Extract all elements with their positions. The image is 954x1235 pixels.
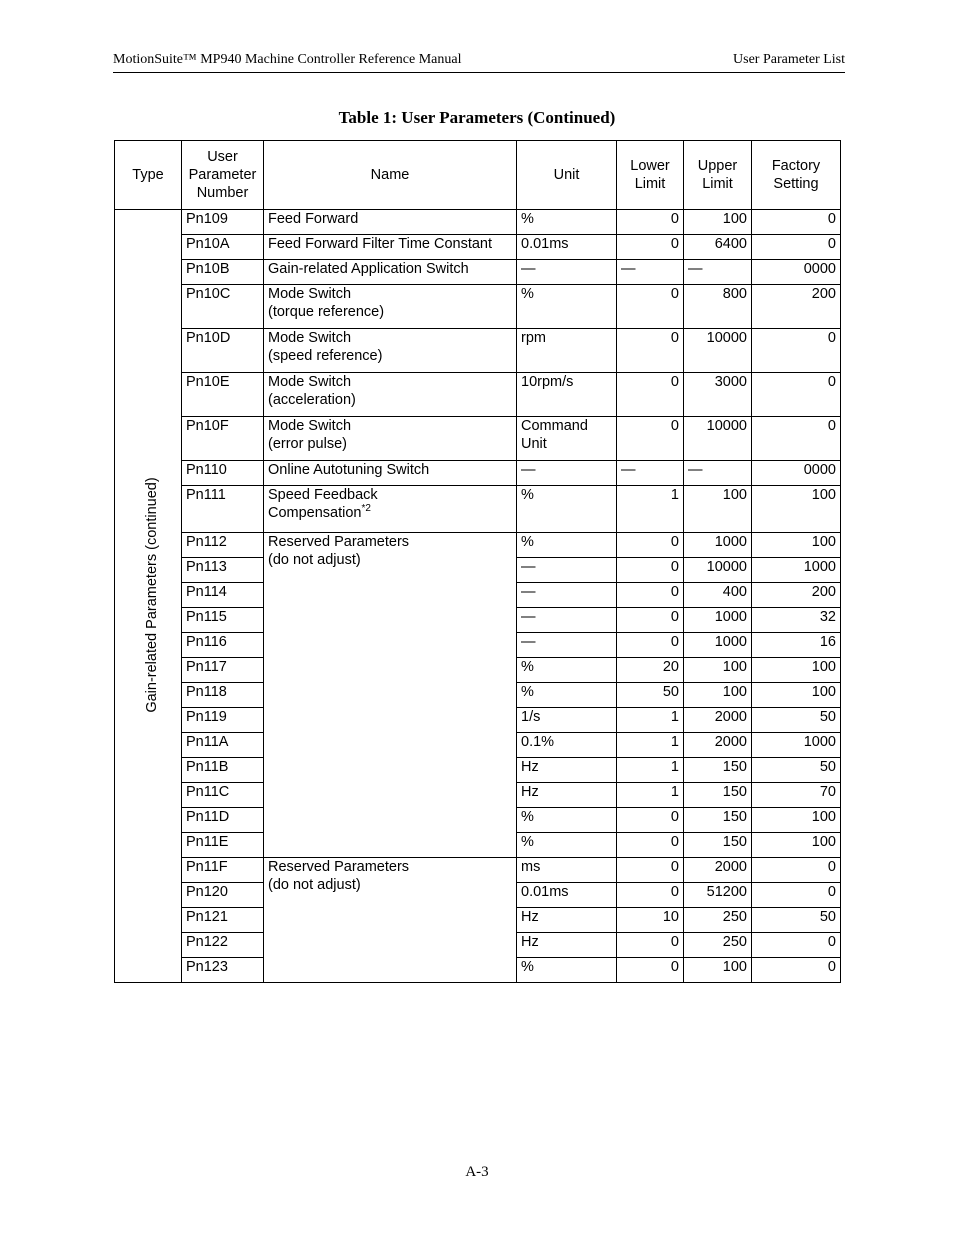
param-name-line2: Compensation [268,505,362,521]
param-unit: % [517,285,617,329]
param-name: Feed Forward [264,210,517,235]
factory-setting: 32 [752,608,841,633]
param-name [264,285,517,329]
table-row [115,373,841,417]
table-row [115,235,841,260]
reserved-note: (do not adjust) [268,552,361,568]
upper-limit: 1000 [684,533,752,558]
param-number: Pn119 [182,708,264,733]
lower-limit: 0 [617,329,684,373]
upper-limit: 150 [684,783,752,808]
param-number: Pn112 [182,533,264,558]
param-number: Pn109 [182,210,264,235]
table-row [115,260,841,285]
type-cell [115,210,182,983]
param-unit: rpm [517,329,617,373]
col-header-type: Type [115,141,182,210]
upper-limit: 400 [684,583,752,608]
col-header-unit: Unit [517,141,617,210]
param-number: Pn11B [182,758,264,783]
col-header-lower: Lower Limit [617,141,684,210]
param-unit-line1: Command [521,418,588,434]
param-number: Pn122 [182,933,264,958]
upper-limit: 6400 [684,235,752,260]
factory-setting: 50 [752,758,841,783]
table-row [115,417,841,461]
param-number: Pn11A [182,733,264,758]
lower-limit: 10 [617,908,684,933]
param-number: Pn10F [182,417,264,461]
upper-limit: 100 [684,658,752,683]
param-name [264,329,517,373]
lower-limit: 0 [617,210,684,235]
factory-setting: 1000 [752,733,841,758]
manual-title: MotionSuite™ MP940 Machine Controller Reference Manual [113,52,462,67]
lower-limit: 0 [617,808,684,833]
col-header-upper: Upper Limit [684,141,752,210]
upper-limit: 150 [684,808,752,833]
lower-limit: 0 [617,558,684,583]
table-row [115,533,841,558]
param-unit: % [517,658,617,683]
reserved-label: Reserved Parameters [268,859,410,875]
upper-limit: 1000 [684,608,752,633]
reserved-note: (do not adjust) [268,877,361,893]
upper-limit: 250 [684,933,752,958]
param-unit: ms [517,858,617,883]
factory-setting: 16 [752,633,841,658]
factory-setting: 100 [752,808,841,833]
factory-setting: 0 [752,235,841,260]
param-number: Pn110 [182,461,264,486]
upper-limit: 150 [684,833,752,858]
param-number: Pn10C [182,285,264,329]
col-header-name: Name [264,141,517,210]
factory-setting: 100 [752,683,841,708]
param-unit: 10rpm/s [517,373,617,417]
lower-limit: — [617,461,684,486]
param-unit: 1/s [517,708,617,733]
lower-limit: 0 [617,883,684,908]
param-number: Pn11C [182,783,264,808]
param-number: Pn111 [182,486,264,533]
table-row [115,486,841,533]
lower-limit: 0 [617,608,684,633]
table-caption: Table 1: User Parameters (Continued) [338,108,616,127]
factory-setting: 200 [752,583,841,608]
lower-limit: 0 [617,633,684,658]
reserved-params-cell [264,858,517,983]
param-number: Pn120 [182,883,264,908]
param-unit: Hz [517,933,617,958]
upper-limit: 51200 [684,883,752,908]
table-row [115,329,841,373]
param-name: Online Autotuning Switch [264,461,517,486]
param-unit: Hz [517,783,617,808]
upper-limit: 1000 [684,633,752,658]
lower-limit: 0 [617,858,684,883]
param-number: Pn11D [182,808,264,833]
upper-limit: 2000 [684,708,752,733]
factory-setting: 0 [752,883,841,908]
param-unit: % [517,958,617,983]
factory-setting: 0 [752,417,841,461]
upper-limit: 100 [684,683,752,708]
param-number: Pn10A [182,235,264,260]
lower-limit: 1 [617,733,684,758]
lower-limit: — [617,260,684,285]
param-unit: 0.01ms [517,883,617,908]
lower-limit: 1 [617,486,684,533]
param-name-line2: (acceleration) [268,392,356,408]
param-number: Pn11F [182,858,264,883]
param-name [264,373,517,417]
upper-limit: 2000 [684,733,752,758]
upper-limit: 100 [684,958,752,983]
lower-limit: 0 [617,235,684,260]
lower-limit: 0 [617,417,684,461]
param-name [264,417,517,461]
lower-limit: 50 [617,683,684,708]
lower-limit: 0 [617,958,684,983]
lower-limit: 1 [617,708,684,733]
factory-setting: 50 [752,908,841,933]
upper-limit: 100 [684,486,752,533]
table-row [115,285,841,329]
factory-setting: 0000 [752,260,841,285]
param-number: Pn117 [182,658,264,683]
param-number: Pn116 [182,633,264,658]
param-unit: 0.1% [517,733,617,758]
lower-limit: 0 [617,533,684,558]
lower-limit: 0 [617,583,684,608]
param-number: Pn10E [182,373,264,417]
factory-setting: 0 [752,933,841,958]
param-number: Pn118 [182,683,264,708]
factory-setting: 0 [752,329,841,373]
upper-limit: 10000 [684,558,752,583]
param-unit: — [517,558,617,583]
param-name: Feed Forward Filter Time Constant [264,235,517,260]
param-number: Pn121 [182,908,264,933]
table-row [115,461,841,486]
upper-limit: 150 [684,758,752,783]
factory-setting: 70 [752,783,841,808]
reserved-params-cell [264,533,517,858]
param-unit: — [517,260,617,285]
upper-limit: 2000 [684,858,752,883]
param-name: Gain-related Application Switch [264,260,517,285]
upper-limit: 800 [684,285,752,329]
page-header [113,52,845,73]
upper-limit: 250 [684,908,752,933]
reserved-label: Reserved Parameters [268,534,410,550]
param-unit: % [517,210,617,235]
table-header-row [115,141,841,210]
param-number: Pn10D [182,329,264,373]
param-unit: % [517,683,617,708]
param-name-line2: (speed reference) [268,348,383,364]
type-label: Gain-related Parameters (continued) [144,477,160,713]
param-name-line2: (torque reference) [268,304,385,320]
upper-limit: 10000 [684,329,752,373]
page-number: A-3 [465,1164,489,1180]
factory-setting: 0 [752,210,841,235]
col-header-factory: Factory Setting [752,141,841,210]
param-unit: 0.01ms [517,235,617,260]
upper-limit: — [684,260,752,285]
param-unit: % [517,808,617,833]
param-number: Pn123 [182,958,264,983]
factory-setting: 50 [752,708,841,733]
param-number: Pn114 [182,583,264,608]
col-header-number: User Parameter Number [182,141,264,210]
lower-limit: 0 [617,833,684,858]
lower-limit: 1 [617,783,684,808]
factory-setting: 1000 [752,558,841,583]
param-unit: % [517,533,617,558]
param-number: Pn115 [182,608,264,633]
param-unit: Hz [517,758,617,783]
param-name-line1: Mode Switch [268,330,352,346]
param-name [264,486,517,533]
section-title: User Parameter List [733,52,845,67]
lower-limit: 20 [617,658,684,683]
factory-setting: 0 [752,858,841,883]
param-unit-line2: Unit [521,436,547,452]
lower-limit: 0 [617,933,684,958]
param-name-line1: Speed Feedback [268,487,378,503]
lower-limit: 0 [617,373,684,417]
param-unit: — [517,633,617,658]
factory-setting: 0000 [752,461,841,486]
factory-setting: 200 [752,285,841,329]
lower-limit: 0 [617,285,684,329]
param-number: Pn113 [182,558,264,583]
param-unit: Hz [517,908,617,933]
upper-limit: — [684,461,752,486]
param-unit: — [517,461,617,486]
factory-setting: 0 [752,373,841,417]
table-row [115,210,841,235]
param-unit: — [517,583,617,608]
lower-limit: 1 [617,758,684,783]
param-unit: % [517,486,617,533]
factory-setting: 0 [752,958,841,983]
upper-limit: 3000 [684,373,752,417]
param-unit [517,417,617,461]
param-unit: % [517,833,617,858]
param-unit: — [517,608,617,633]
param-name-line1: Mode Switch [268,418,352,434]
param-number: Pn10B [182,260,264,285]
param-name-line1: Mode Switch [268,286,352,302]
param-name-line1: Mode Switch [268,374,352,390]
factory-setting: 100 [752,658,841,683]
param-number: Pn11E [182,833,264,858]
upper-limit: 10000 [684,417,752,461]
param-name-line2: (error pulse) [268,436,347,452]
upper-limit: 100 [684,210,752,235]
factory-setting: 100 [752,533,841,558]
user-parameters-table [114,140,841,983]
table-row [115,858,841,883]
factory-setting: 100 [752,486,841,533]
footnote-ref: *2 [361,503,371,515]
factory-setting: 100 [752,833,841,858]
